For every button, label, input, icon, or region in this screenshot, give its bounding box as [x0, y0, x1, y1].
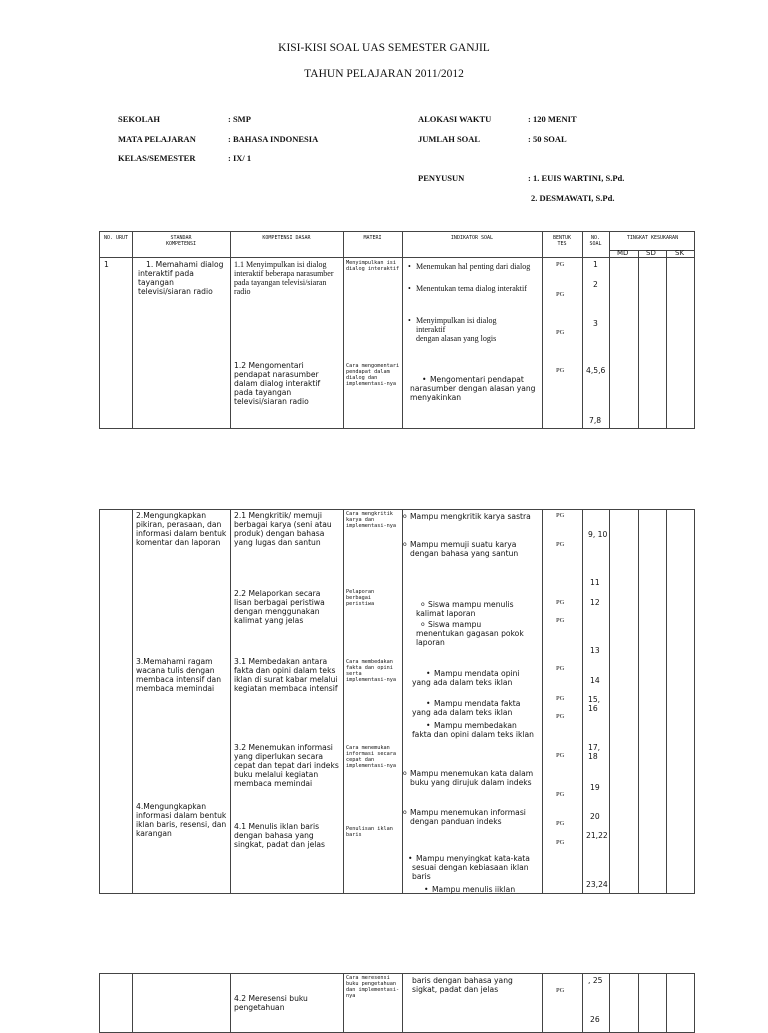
no-soal-19: 19	[590, 783, 600, 792]
bentuk-pg-6: PG	[556, 541, 565, 548]
penyusun-label: PENYUSUN	[418, 173, 465, 183]
materi-2-1: Cara mengkritik karya dan implementasi-nya	[346, 511, 396, 529]
materi-4-1: Penulisan iklan baris	[346, 826, 393, 838]
penyusun-2: 2. DESMAWATI, S.Pd.	[531, 193, 615, 203]
header-indikator: INDIKATOR SOAL	[450, 235, 494, 241]
indikator-3-2: • Mampu mendata fakta yang ada dalam teks iklan	[412, 699, 538, 717]
materi-4-2: Cara meresensi buku pengetahuan dan implementasi-nya	[346, 975, 400, 999]
kompetensi-dasar-3-1: 3.1 Membedakan antara fakta dan opini dalam teks iklan di surat kabar melalui kegiatan membaca intensif	[234, 657, 338, 693]
indikator-4: • Mengomentari pendapat narasumber dengan alasan yang menyakinkan	[410, 375, 538, 402]
no-soal-12: 12	[590, 598, 600, 607]
bentuk-pg-5: PG	[556, 512, 565, 519]
kompetensi-dasar-1-1: 1.1 Menyimpulkan isi dialog interaktif beberapa narasumber pada tayangan televisi/siaran radio	[234, 260, 334, 296]
header-sk-level: SK	[675, 249, 685, 257]
no-soal-1: 1	[593, 260, 598, 269]
indikator-4-2-cont: baris dengan bahasa yang sigkat, padat dan jelas	[412, 976, 513, 994]
materi-3-1: Cara membedakan fakta dan opini serta implementasi-nya	[346, 659, 396, 683]
header-materi: MATERI	[363, 235, 382, 241]
indikator-3: • Menyimpulkan isi dialog interaktif	[416, 316, 526, 334]
document-title-line1: KISI-KISI SOAL UAS SEMESTER GANJIL	[278, 42, 490, 54]
bentuk-pg-1: PG	[556, 261, 565, 268]
indikator-2: • Menentukan tema dialog interaktif	[416, 284, 538, 293]
kompetensi-dasar-4-1: 4.1 Menulis iklan baris dengan bahasa yang singkat, padat dan jelas	[234, 822, 325, 849]
no-soal-21-22: 21,22	[586, 831, 608, 840]
no-soal-14: 14	[590, 676, 600, 685]
bentuk-pg-16: PG	[556, 987, 565, 994]
waktu-value: : 120 MENIT	[528, 114, 577, 124]
no-soal-23-24: 23,24	[586, 880, 608, 889]
bentuk-pg-14: PG	[556, 820, 565, 827]
bentuk-pg-4: PG	[556, 367, 565, 374]
document-title-line2: TAHUN PELAJARAN 2011/2012	[304, 68, 464, 80]
jumlah-label: JUMLAH SOAL	[418, 134, 481, 144]
header-nosoal: NO. SOAL	[589, 235, 602, 247]
indikator-4-2: • Mampu menulis iiklan	[412, 885, 538, 894]
kisi-table-1	[99, 231, 695, 429]
header-no: NO. URUT	[103, 235, 129, 241]
kisi-table-3	[99, 973, 695, 1033]
no-soal-26: 26	[590, 1015, 600, 1024]
indikator-4-1: • Mampu menyingkat kata-kata sesuai dengan kebiasaan iklan baris	[412, 854, 538, 881]
row-number: 1	[104, 260, 109, 269]
jumlah-value: : 50 SOAL	[528, 134, 567, 144]
no-soal-15-16: 15, 16	[588, 695, 601, 713]
no-soal-25: , 25	[588, 976, 603, 985]
standar-kompetensi-4: 4.Mengungkapkan informasi dalam bentuk iklan baris, resensi, dan karangan	[136, 802, 227, 838]
header-bentuk: BENTUK TES	[552, 235, 572, 247]
kompetensi-dasar-2-1: 2.1 Mengkritik/ memuji berbagai karya (seni atau produk) dengan bahasa yang lugas dan santun	[234, 511, 332, 547]
bentuk-pg-2: PG	[556, 291, 565, 298]
bentuk-pg-9: PG	[556, 665, 565, 672]
no-soal-2: 2	[593, 280, 598, 289]
kompetensi-dasar-4-2: 4.2 Meresensi buku pengetahuan	[234, 994, 308, 1012]
waktu-label: ALOKASI WAKTU	[418, 114, 492, 124]
header-sd: SD	[646, 249, 656, 257]
bentuk-pg-7: PG	[556, 599, 565, 606]
kompetensi-dasar-2-2: 2.2 Melaporkan secara lisan berbagai peristiwa dengan menggunakan kalimat yang jelas	[234, 589, 325, 625]
materi-2-2: Pelaporan berbagai peristiwa	[346, 589, 375, 607]
materi-1-1: Menyimpulkan isi dialog interaktif	[346, 260, 400, 272]
indikator-2-4: o Siswa mampu menentukan gagasan pokok laporan	[416, 620, 524, 647]
header-md: MD	[617, 249, 629, 257]
no-soal-11: 11	[590, 578, 600, 587]
no-soal-3: 3	[593, 319, 598, 328]
mapel-label: MATA PELAJARAN	[118, 134, 196, 144]
kompetensi-dasar-1-2: 1.2 Mengomentari pendapat narasumber dalam dialog interaktif pada tayangan televisi/siaran radio	[234, 361, 321, 406]
sekolah-value: : SMP	[228, 114, 251, 124]
indikator-3-4: o Mampu menemukan kata dalam buku yang dirujuk dalam indeks	[410, 769, 538, 787]
no-soal-17-18: 17, 18	[588, 743, 601, 761]
header-tingkat: TINGKAT KESUKARAN	[626, 235, 679, 241]
indikator-2-2: o Mampu memuji suatu karya dengan bahasa yang santun	[410, 540, 538, 558]
bentuk-pg-11: PG	[556, 713, 565, 720]
bentuk-pg-10: PG	[556, 695, 565, 702]
no-soal-5: 7,8	[589, 416, 602, 425]
no-soal-9-10: 9, 10	[588, 530, 608, 539]
no-soal-20: 20	[590, 812, 600, 821]
standar-kompetensi-1: 1. Memahami dialog interaktif pada tayangan televisi/siaran radio	[138, 260, 224, 296]
bentuk-pg-3: PG	[556, 329, 565, 336]
materi-3-2: Cara menemukan informasi secara cepat dan implementasi-nya	[346, 745, 396, 769]
no-soal-4: 4,5,6	[586, 366, 606, 375]
indikator-2-3: o Siswa mampu menulis kalimat laporan	[416, 600, 536, 618]
indikator-3-1: • Mampu mendata opini yang ada dalam teks iklan	[412, 669, 538, 687]
bentuk-pg-12: PG	[556, 752, 565, 759]
indikator-3-3: • Mampu membedakan fakta dan opini dalam teks iklan	[412, 721, 538, 739]
standar-kompetensi-3: 3.Memahami ragam wacana tulis dengan membaca intensif dan membaca memindai	[136, 657, 222, 693]
bentuk-pg-8: PG	[556, 617, 565, 624]
mapel-value: : BAHASA INDONESIA	[228, 134, 319, 144]
no-soal-13: 13	[590, 646, 600, 655]
kelas-value: : IX/ 1	[228, 153, 252, 163]
penyusun-1: : 1. EUIS WARTINI, S.Pd.	[528, 173, 625, 183]
indikator-3-cont: dengan alasan yang logis	[416, 334, 497, 343]
sekolah-label: SEKOLAH	[118, 114, 161, 124]
kelas-label: KELAS/SEMESTER	[118, 153, 196, 163]
indikator-1: • Menemukan hal penting dari dialog	[416, 262, 538, 271]
kisi-table-2	[99, 509, 695, 894]
indikator-2-1: o Mampu mengkritik karya sastra	[410, 512, 538, 521]
standar-kompetensi-2: 2.Mengungkapkan pikiran, perasaan, dan informasi dalam bentuk komentar dan laporan	[136, 511, 227, 547]
kompetensi-dasar-3-2: 3.2 Menemukan informasi yang diperlukan secara cepat dan tepat dari indeks buku melalui kegiatan membaca memindai	[234, 743, 339, 788]
header-kd: KOMPETENSI DASAR	[262, 235, 311, 241]
materi-1-2: Cara mengomentari pendapat dalam dialog dan implementasi-nya	[346, 363, 400, 387]
bentuk-pg-15: PG	[556, 839, 565, 846]
indikator-3-5: o Mampu menemukan informasi dengan panduan indeks	[410, 808, 538, 826]
bentuk-pg-13: PG	[556, 791, 565, 798]
header-sk: STANDAR KOMPETENSI	[165, 235, 197, 247]
